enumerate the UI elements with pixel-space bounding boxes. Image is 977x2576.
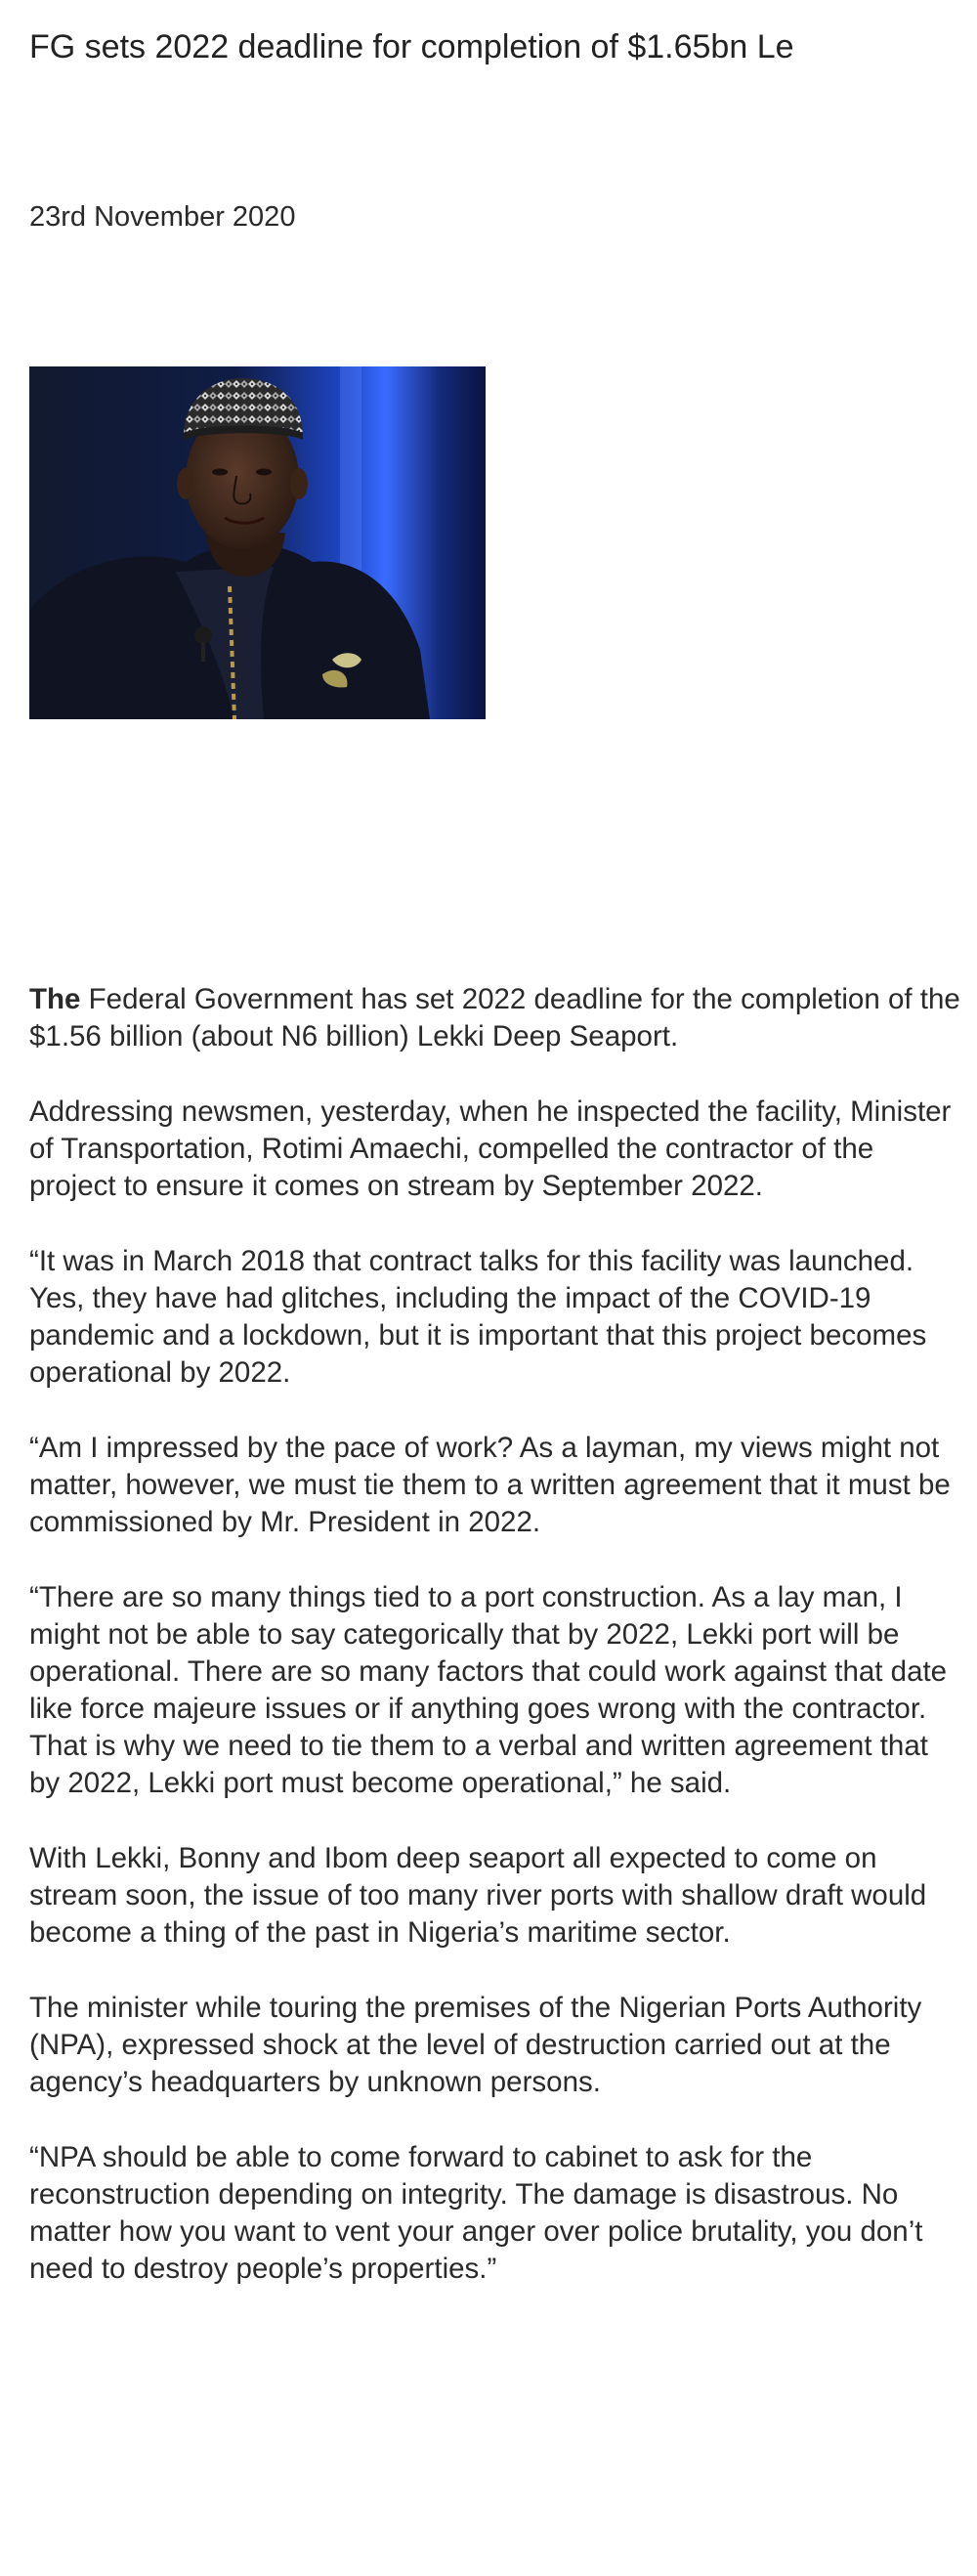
article-paragraph: “There are so many things tied to a port construction. As a lay man, I might not be able to say categorically that by 2022, Lekki port will be operational. There are so many factors that could work against that date like force majeure issues or if anything goes wrong with the contractor. That is why we need to tie them to a verbal and written agreement that by 2022, Lekki port must become operational,” he said. [29,1581,948,1799]
lead-word: The [29,983,81,1015]
article-paragraph: With Lekki, Bonny and Ibom deep seaport all expected to come on stream soon, the issue of too many river ports with shallow draft would become a thing of the past in Nigeria’s maritime sector. [29,1842,927,1949]
article-paragraph: The minister while touring the premises of the Nigerian Ports Authority (NPA), expressed shock at the level of destruction carried out at the agency’s headquarters by unknown persons. [29,1992,922,2098]
article-photo [29,366,486,719]
article-date: 23rd November 2020 [29,201,296,233]
article-paragraph: Addressing newsmen, yesterday, when he inspected the facility, Minister of Transportation, Rotimi Amaechi, compelled the contractor of the project to ensure it comes on stream by September 2022. [29,1095,952,1202]
article-paragraph: “NPA should be able to come forward to cabinet to ask for the reconstruction depending on integrity. The damage is disastrous. No matter how you want to vent your anger over police brutality, you don’t need to destroy people’s properties.” [29,2141,923,2285]
article-body [29,981,962,2326]
article-paragraph: “Am I impressed by the pace of work? As a layman, my views might not matter, however, we must tie them to a written agreement that it must be commissioned by Mr. President in 2022. [29,1432,951,1538]
article-paragraph-lead [29,981,962,1055]
lead-text: Federal Government has set 2022 deadline for the completion of the $1.56 billion (about N6 billion) Lekki Deep Seaport. [29,983,960,1052]
article-headline: FG sets 2022 deadline for completion of $1.65bn Le [29,28,794,65]
portrait-photo-icon [29,366,486,719]
article-paragraph: “It was in March 2018 that contract talks for this facility was launched. Yes, they have had glitches, including the impact of the COVID-19 pandemic and a lockdown, but it is important that this project becomes operational by 2022. [29,1245,927,1389]
